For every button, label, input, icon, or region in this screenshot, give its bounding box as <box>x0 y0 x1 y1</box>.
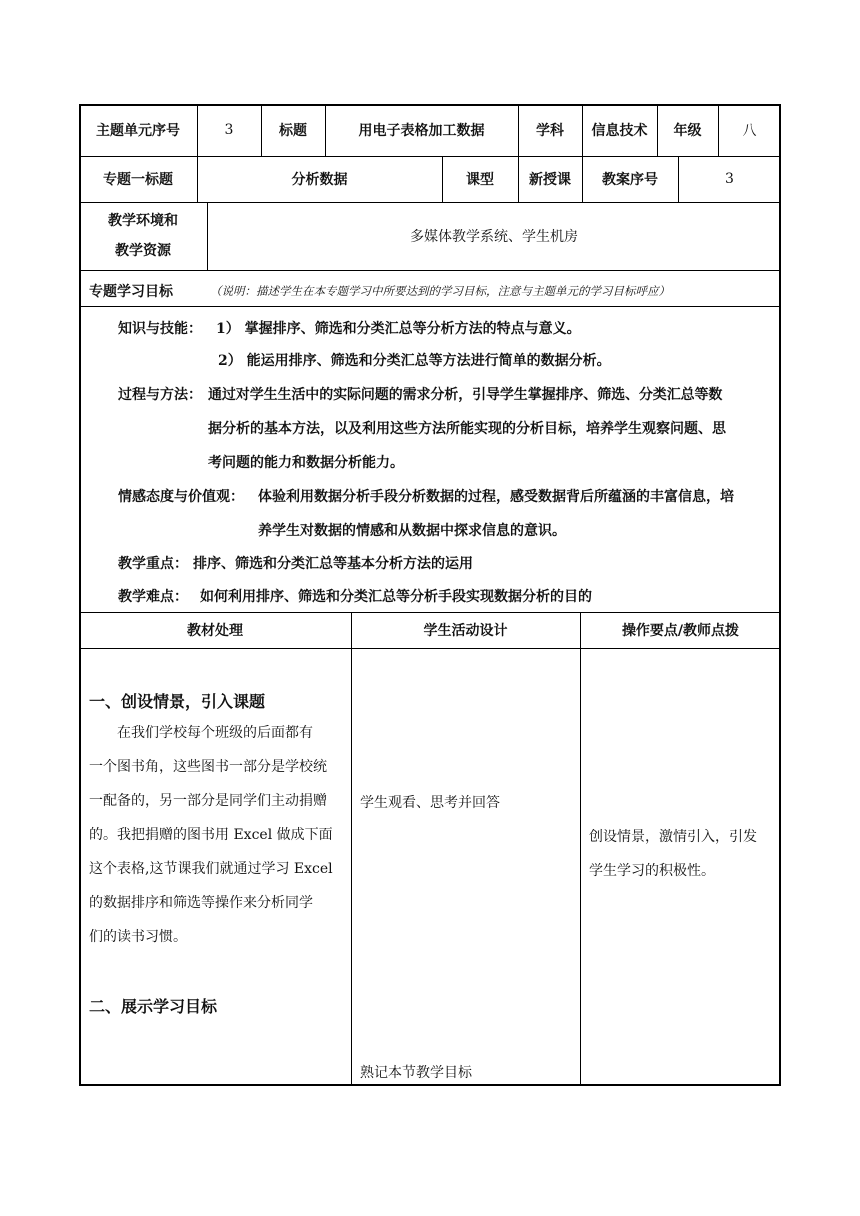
process-line-2: 据分析的基本方法，以及利用这些方法所能实现的分析目标，培养学生观察问题、思 <box>208 421 726 437</box>
plan-no-label: 教案序号 <box>602 172 658 188</box>
teacher-tip-line-2: 学生学习的积极性。 <box>589 863 715 879</box>
key-point-value: 排序、筛选和分类汇总等基本分析方法的运用 <box>193 556 473 572</box>
header-row-2 <box>79 156 781 202</box>
title-value: 用电子表格加工数据 <box>358 123 485 139</box>
knowledge-item-1: 1） 掌握排序、筛选和分类汇总等分析方法的特点与意义。 <box>216 321 581 337</box>
section-1-line: 们的读书习惯。 <box>89 929 187 945</box>
teacher-tip-line-1: 创设情景，激情引入，引发 <box>589 829 757 845</box>
objectives-note: （说明：描述学生在本专题学习中所要达到的学习目标，注意与主题单元的学习目标呼应） <box>210 284 670 298</box>
env-label-line1: 教学环境和 <box>108 213 178 229</box>
section-1-line: 一配备的，另一部分是同学们主动捐赠 <box>89 793 327 809</box>
objectives-label: 专题学习目标 <box>89 284 173 300</box>
col-header-material: 教材处理 <box>187 623 243 639</box>
env-label-line2: 教学资源 <box>115 243 171 259</box>
process-label: 过程与方法： <box>118 387 202 403</box>
knowledge-item-2: 2） 能运用排序、筛选和分类汇总等方法进行简单的数据分析。 <box>218 353 611 369</box>
header-row-1 <box>79 104 781 156</box>
section-1-line: 这个表格,这节课我们就通过学习 Excel <box>89 861 333 877</box>
section-1-body <box>89 716 347 954</box>
unit-no-label: 主题单元序号 <box>96 123 180 139</box>
emotion-line-1: 体验利用数据分析手段分析数据的过程，感受数据背后所蕴涵的丰富信息，培 <box>258 489 734 505</box>
difficulty-value: 如何利用排序、筛选和分类汇总等分析手段实现数据分析的目的 <box>200 589 592 605</box>
col-header-teacher: 操作要点/教师点拨 <box>621 623 740 639</box>
grade-value: 八 <box>742 123 757 139</box>
plan-no-value: 3 <box>725 171 734 187</box>
subject-value: 信息技术 <box>591 123 648 139</box>
subject-label: 学科 <box>536 123 564 139</box>
section-1-line: 的数据排序和筛选等操作来分析同学 <box>89 895 313 911</box>
section-1-line: 一个图书角，这些图书一部分是学校统 <box>89 759 327 775</box>
topic-label: 专题一标题 <box>103 172 173 188</box>
emotion-line-2: 养学生对数据的情感和从数据中探求信息的意识。 <box>258 523 566 539</box>
unit-no-value: 3 <box>224 122 234 138</box>
title-label: 标题 <box>279 123 307 139</box>
lesson-type-label: 课型 <box>466 172 494 188</box>
section-1-line: 在我们学校每个班级的后面都有 <box>117 725 313 741</box>
env-value: 多媒体教学系统、学生机房 <box>410 229 578 245</box>
emotion-label: 情感态度与价值观： <box>118 489 244 505</box>
column-header-row <box>79 612 781 648</box>
lesson-type-value: 新授课 <box>529 172 571 188</box>
col-header-student: 学生活动设计 <box>423 623 508 639</box>
student-activity-2: 熟记本节教学目标 <box>360 1065 472 1081</box>
student-activity-1: 学生观看、思考并回答 <box>360 795 500 811</box>
section-1-title: 一、创设情景，引入课题 <box>89 692 266 711</box>
topic-value: 分析数据 <box>291 172 348 188</box>
knowledge-label: 知识与技能： <box>118 321 202 337</box>
section-1-line: 的。我把捐赠的图书用 Excel 做成下面 <box>89 827 333 843</box>
difficulty-label: 教学难点： <box>118 589 188 605</box>
section-2-title: 二、展示学习目标 <box>89 997 218 1016</box>
env-row <box>79 202 781 270</box>
grade-label: 年级 <box>673 123 702 139</box>
process-line-1: 通过对学生生活中的实际问题的需求分析，引导学生掌握排序、筛选、分类汇总等数 <box>208 387 723 403</box>
key-point-label: 教学重点： <box>118 556 188 572</box>
process-line-3: 考问题的能力和数据分析能力。 <box>208 455 404 471</box>
